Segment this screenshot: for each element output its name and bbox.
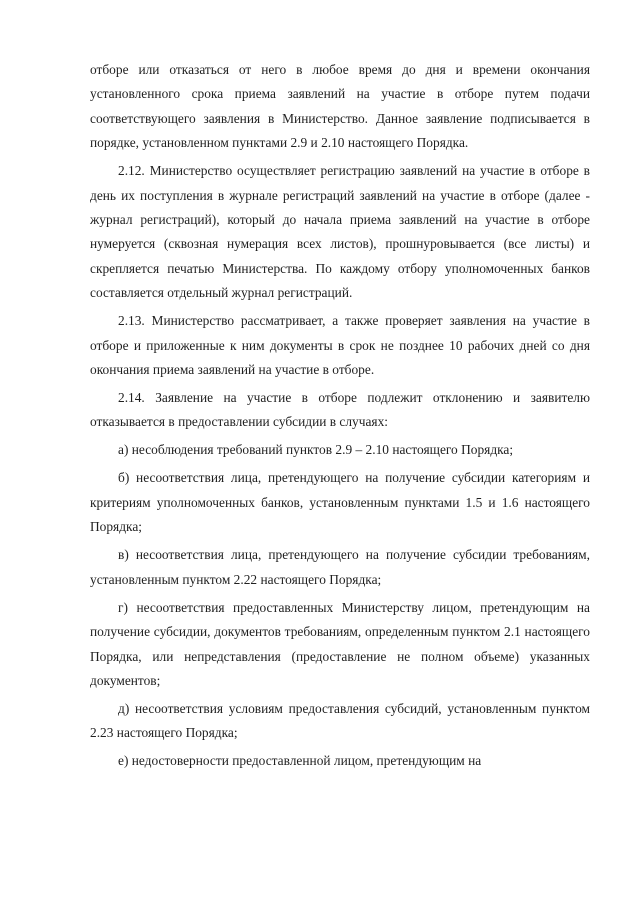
list-item-d: д) несоответствия условиям предоставления субсидий, установленным пунктом 2.23 настоящего Порядка;: [90, 700, 590, 741]
list-item-a: а) несоблюдения требований пунктов 2.9 – 2.10 настоящего Порядка;: [118, 442, 514, 458]
list-item-e: е) недостоверности предоставленной лицом, претендующим на: [118, 753, 482, 769]
paragraph-2-12: 2.12. Министерство осуществляет регистрацию заявлений на участие в отборе в день их поступления в журнале регистраций заявлений на участие в отборе (далее - журнал регистраций), который до начала приема заявлений на участие в отборе нумеруется (сквозная нумерация всех листов), прошнуровывается (все листы) и скрепляется печатью Министерства. По каждому отбору уполномоченных банков составляется отдельный журнал регистраций.: [90, 163, 590, 301]
paragraph-2-13: 2.13. Министерство рассматривает, а также проверяет заявления на участие в отборе и приложенные к ним документы в срок не позднее 10 рабочих дней со дня окончания приема заявлений на участие в отборе.: [90, 313, 590, 378]
document-page: [90, 58, 590, 777]
paragraph-continuation: отборе или отказаться от него в любое время до дня и времени окончания установленного срока приема заявлений на участие в отборе путем подачи соответствующего заявления в Министерство. Данное заявление подписывается в порядке, установленном пунктами 2.9 и 2.10 настоящего Порядка.: [90, 62, 590, 151]
list-item-b: б) несоответствия лица, претендующего на получение субсидии категориям и критериям уполномоченных банков, установленным пунктами 1.5 и 1.6 настоящего Порядка;: [90, 470, 590, 535]
paragraph-2-14: 2.14. Заявление на участие в отборе подлежит отклонению и заявителю отказывается в предоставлении субсидии в случаях:: [90, 390, 590, 430]
list-item-g: г) несоответствия предоставленных Министерству лицом, претендующим на получение субсидии, документов требованиям, определенным пунктом 2.1 настоящего Порядка, или непредставления (предоставление не полном объеме) указанных документов;: [90, 599, 590, 688]
list-item-v: в) несоответствия лица, претендующего на получение субсидии требованиям, установленным пунктом 2.22 настоящего Порядка;: [90, 547, 590, 587]
